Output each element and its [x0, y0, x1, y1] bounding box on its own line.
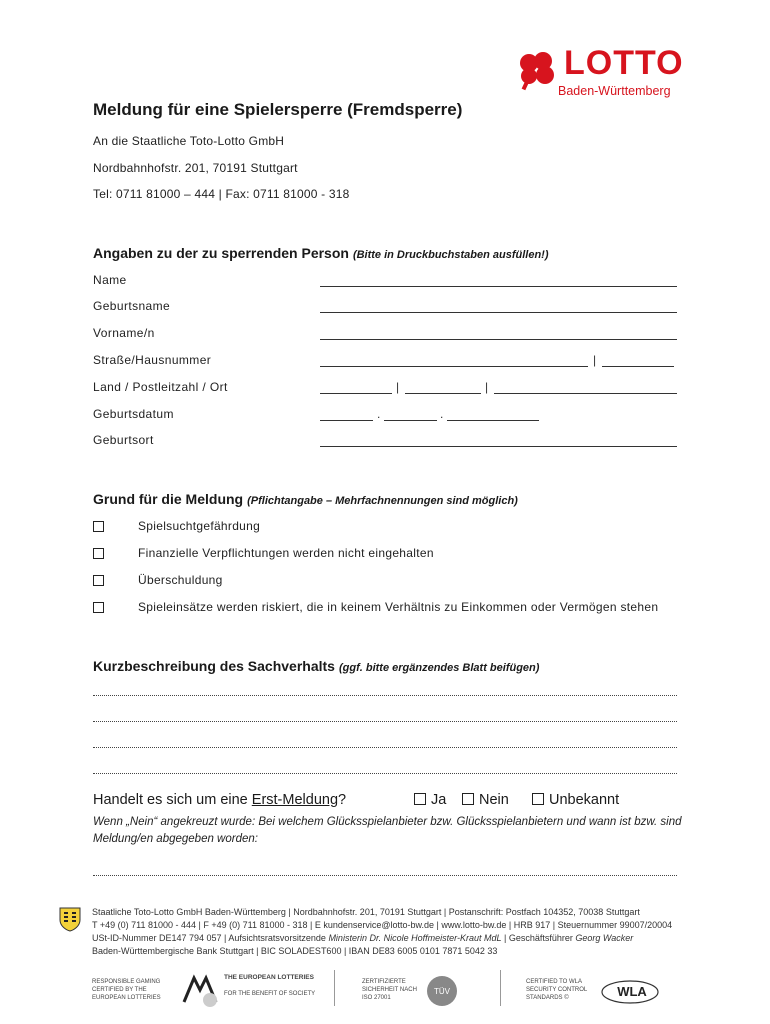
clover-icon [514, 48, 558, 92]
person-heading-note: (Bitte in Druckbuchstaben ausfüllen!) [352, 249, 549, 261]
birth-date-dot-2: . [440, 407, 444, 421]
street-field[interactable] [320, 366, 588, 367]
summary-line-2[interactable] [93, 721, 677, 722]
tuv-badge-icon [425, 974, 459, 1008]
no-label: Nein [479, 792, 509, 808]
birth-place-field[interactable] [320, 446, 677, 447]
cert-divider-2 [500, 970, 501, 1006]
question-underlined: Erst-Meldung [251, 792, 339, 808]
first-report-question [93, 792, 346, 808]
reason-checkbox-2[interactable] [93, 548, 104, 559]
summary-heading-text: Kurzbeschreibung des Sachverhalts [93, 658, 335, 674]
cert-el-sub: FOR THE BENEFIT OF SOCIETY [224, 991, 316, 997]
reason-checkbox-4[interactable] [93, 602, 104, 613]
zip-separator: | [485, 380, 489, 394]
reason-option-3: Überschuldung [138, 573, 223, 587]
yes-label: Ja [431, 792, 447, 808]
summary-heading-note: (ggf. bitte ergänzendes Blatt beifügen) [338, 662, 540, 674]
footer-line-1: Staatliche Toto-Lotto GmbH Baden-Württemberg | Nordbahnhofstr. 201, 70191 Stuttgart | Postanschrift: Postfach 104352, 70038 Stuttgart [92, 907, 640, 917]
reason-option-4: Spieleinsätze werden riskiert, die in keinem Verhältnis zu Einkommen oder Vermögen stehen [138, 600, 659, 614]
birth-place-label: Geburtsort [93, 433, 154, 447]
cert-divider-1 [334, 970, 335, 1006]
previous-report-line[interactable] [93, 875, 677, 876]
option-no[interactable] [462, 792, 509, 808]
footer-line-2: T +49 (0) 711 81000 - 444 | F +49 (0) 711 81000 - 318 | E kundenservice@lotto-bw.de | www.lotto-bw.de | HRB 917 | Steuernummer 99007/20004 [92, 920, 673, 930]
birth-year-field[interactable] [447, 420, 539, 421]
logo-wordmark: LOTTO [564, 44, 684, 82]
question-prefix: Handelt es sich um eine [93, 792, 252, 808]
reason-option-2: Finanzielle Verpflichtungen werden nicht eingehalten [138, 546, 434, 560]
country-zip-city-label: Land / Postleitzahl / Ort [93, 380, 228, 394]
city-field[interactable] [494, 393, 677, 394]
lotto-logo [512, 44, 682, 100]
reason-option-1: Spielsuchtgefährdung [138, 519, 261, 533]
tuv-badge-text: TÜV [434, 987, 450, 996]
wla-logo-text: WLA [617, 984, 647, 999]
birth-date-label: Geburtsdatum [93, 407, 174, 421]
question-suffix: ? [338, 792, 347, 808]
street-label: Straße/Hausnummer [93, 353, 212, 367]
yes-checkbox[interactable] [414, 793, 426, 805]
page-title: Meldung für eine Spielersperre (Fremdsperre) [93, 100, 463, 119]
cert-iso: ZERTIFIZIERTE SICHERHEIT NACH ISO 27001 [362, 979, 417, 1001]
reason-heading-text: Grund für die Meldung [93, 491, 244, 507]
street-separator: | [593, 353, 597, 367]
summary-line-1[interactable] [93, 695, 677, 696]
zip-field[interactable] [405, 393, 481, 394]
house-number-field[interactable] [602, 366, 674, 367]
footer-line-3c: | Geschäftsführer [501, 933, 576, 943]
reason-checkbox-1[interactable] [93, 521, 104, 532]
option-unknown[interactable] [532, 792, 619, 808]
birth-name-label: Geburtsname [93, 299, 171, 313]
footer-line-4: Baden-Württembergische Bank Stuttgart | BIC SOLADEST600 | IBAN DE83 6005 0101 7871 5042 33 [92, 946, 498, 956]
address-line-2: Nordbahnhofstr. 201, 70191 Stuttgart [93, 161, 298, 175]
footer-line-3a: USt-ID-Nummer DE147 794 057 | Aufsichtsratsvorsitzende [92, 933, 329, 943]
state-crest-icon [58, 906, 82, 932]
reason-section-heading [93, 491, 518, 507]
first-name-field[interactable] [320, 339, 677, 340]
first-name-label: Vorname/n [93, 326, 155, 340]
reason-checkbox-3[interactable] [93, 575, 104, 586]
birth-day-field[interactable] [320, 420, 373, 421]
footer-line-3 [92, 932, 702, 945]
birth-date-dot-1: . [377, 407, 381, 421]
birth-name-field[interactable] [320, 312, 677, 313]
footer-line-3d: Georg Wacker [575, 933, 634, 943]
no-checkbox[interactable] [462, 793, 474, 805]
person-section-heading [93, 245, 549, 261]
address-line-1: An die Staatliche Toto-Lotto GmbH [93, 134, 285, 148]
birth-month-field[interactable] [384, 420, 437, 421]
person-heading-text: Angaben zu der zu sperrenden Person [93, 245, 349, 261]
certification-strip [92, 970, 692, 1010]
footer-line-3b: Ministerin Dr. Nicole Hoffmeister-Kraut MdL [328, 933, 502, 943]
name-field[interactable] [320, 286, 677, 287]
footer-imprint [92, 906, 702, 958]
wla-logo-icon [600, 972, 660, 1006]
name-label: Name [93, 273, 127, 287]
cert-wla: CERTIFIED TO WLA SECURITY CONTROL STANDARDS © [526, 979, 588, 1001]
first-report-hint: Wenn „Nein“ angekreuzt wurde: Bei welchem Glücksspielanbieter bzw. Glücksspielanbietern und wann ist bzw. sind Meldung/en abgegeben worden: [93, 816, 682, 845]
reason-heading-note: (Pflichtangabe – Mehrfachnennungen sind möglich) [247, 495, 518, 507]
summary-section-heading [93, 658, 539, 674]
summary-line-4[interactable] [93, 773, 677, 774]
country-field[interactable] [320, 393, 392, 394]
cert-responsible-gaming: RESPONSIBLE GAMING CERTIFIED BY THE EUROPEAN LOTTERIES [92, 979, 161, 1001]
european-lotteries-logo-icon [180, 972, 222, 1008]
country-separator: | [396, 380, 400, 394]
cert-el-title: THE EUROPEAN LOTTERIES [224, 974, 314, 981]
summary-line-3[interactable] [93, 747, 677, 748]
option-yes[interactable] [414, 792, 446, 808]
logo-subtitle: Baden-Württemberg [558, 84, 671, 98]
unknown-label: Unbekannt [549, 792, 620, 808]
address-line-3: Tel: 0711 81000 – 444 | Fax: 0711 81000 - 318 [93, 187, 350, 201]
unknown-checkbox[interactable] [532, 793, 544, 805]
